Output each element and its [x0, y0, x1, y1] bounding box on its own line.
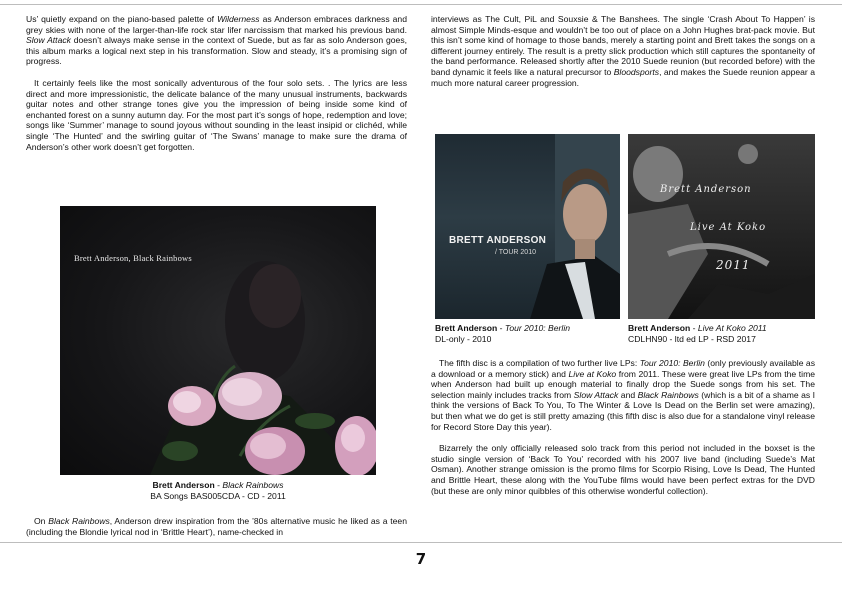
black-rainbows-cover-title: Brett Anderson, Black Rainbows [74, 253, 192, 263]
page-number: 7 [415, 550, 427, 568]
black-rainbows-caption: Brett Anderson - Black Rainbows BA Songs BAS005CDA - CD - 2011 [150, 480, 286, 501]
peony-flowers-illustration [60, 206, 376, 475]
live-at-koko-caption: Brett Anderson - Live At Koko 2011 CDLHN90 - ltd ed LP - RSD 2017 [628, 323, 767, 344]
koko-handwriting-line-2: Live At Koko [690, 222, 767, 233]
left-paragraph-2: It certainly feels like the most sonically adventurous of the four solo sets. . The lyrics are less direct and more impressionistic, the delicate balance of the many unusual instruments, backwards guitar notes and other strange tones give you the impression of being inside some kind of enchanted forest on a sunny autumn day. For the most part it’s songs of hope, redemption and love; songs like ‘Summer’ manage to sound joyous without sounding in the least insipid or clichéd, while single ‘The Hunted’ and the swirling guitar of ‘The Swans’ manage to make sure the drama of Anderson’s other work doesn’t get forgotten. [26, 77, 407, 152]
left-column-bottom [26, 516, 407, 537]
left-paragraph-3: On Black Rainbows, Anderson drew inspiration from the ’80s alternative music he liked as a teen (including the Blondie lyrical nod in ‘Brittle Heart’), name-checked in [26, 516, 407, 537]
right-paragraph-1: interviews as The Cult, PiL and Souxsie & The Banshees. The single ‘Crash About To Happen’ is almost Simple Minds-esque and wouldn’t be too out of place on a John Hughes brat-pack movie. But this isn’t some kind of homage to those bands, merely a starting point and Brett takes the songs on a different journey entirely. The result is a pretty slick production which still captures the spontaneity of the band performance. Released shortly after the 2010 Suede reunion (but recorded before) with the band dynamic it feels like a natural precursor to Bloodsports, and makes the Suede reunion appear a much more natural career progression. [431, 14, 815, 88]
koko-handwriting-line-1: Brett Anderson [660, 184, 752, 195]
right-column-top [431, 14, 815, 88]
tour-2010-portrait [435, 134, 620, 319]
top-divider [0, 4, 842, 5]
tour-2010-caption: Brett Anderson - Tour 2010: Berlin DL-only - 2010 [435, 323, 571, 344]
tour-2010-cover [435, 134, 620, 319]
left-column [26, 14, 407, 152]
koko-handwriting-line-3: 2011 [716, 258, 751, 272]
tour-2010-cover-name: BRETT ANDERSON [449, 235, 547, 246]
tour-2010-cover-subtitle: / TOUR 2010 [495, 249, 536, 256]
right-paragraph-2: The fifth disc is a compilation of two further live LPs: Tour 2010: Berlin (only previously available as a download or a memory stick) and Live at Koko from 2011. These were great live LPs from the time when Anderson had built up enough material to finally drop the Suede songs from his set. The selection mainly includes tracks from Slow Attack and Black Rainbows (which is a bit of a shame as I think the versions of Back To You, To The Winter & Love Is Dead on the Berlin set were amazing), but then what we do get is still pretty amazing (this fifth disc is also due for a standalone vinyl release for Record Store Day this year). [431, 358, 816, 432]
black-rainbows-cover [60, 206, 376, 475]
right-column-bottom [431, 358, 815, 496]
live-at-koko-cover [628, 134, 815, 319]
left-paragraph-1: Us’ quietly expand on the piano-based palette of Wilderness as Anderson embraces darkness and grey skies with none of the larger-than-life rock star lifer narcissism that marked his previous band. Slow Attack doesn’t always make sense in the context of Suede, but as far as solo Anderson goes, this album marks a logical next step in his transformation. Slow and steady, it’s a promising sign of progress. [26, 14, 407, 67]
bottom-divider [0, 542, 842, 543]
right-paragraph-3: Bizarrely the only officially released solo track from this period not included in the boxset is the studio single version of ‘Back To You’ recorded with his 2007 live band (including Suede’s Mat Osman). Another strange omission is the promo films for Scorpio Rising, Love Is Dead, The Hunted and Brittle Heart, these along with the YouTube films would have been perfect extras for the DVD (but these are only minor quibbles of this otherwise wonderful collection). [431, 443, 815, 496]
